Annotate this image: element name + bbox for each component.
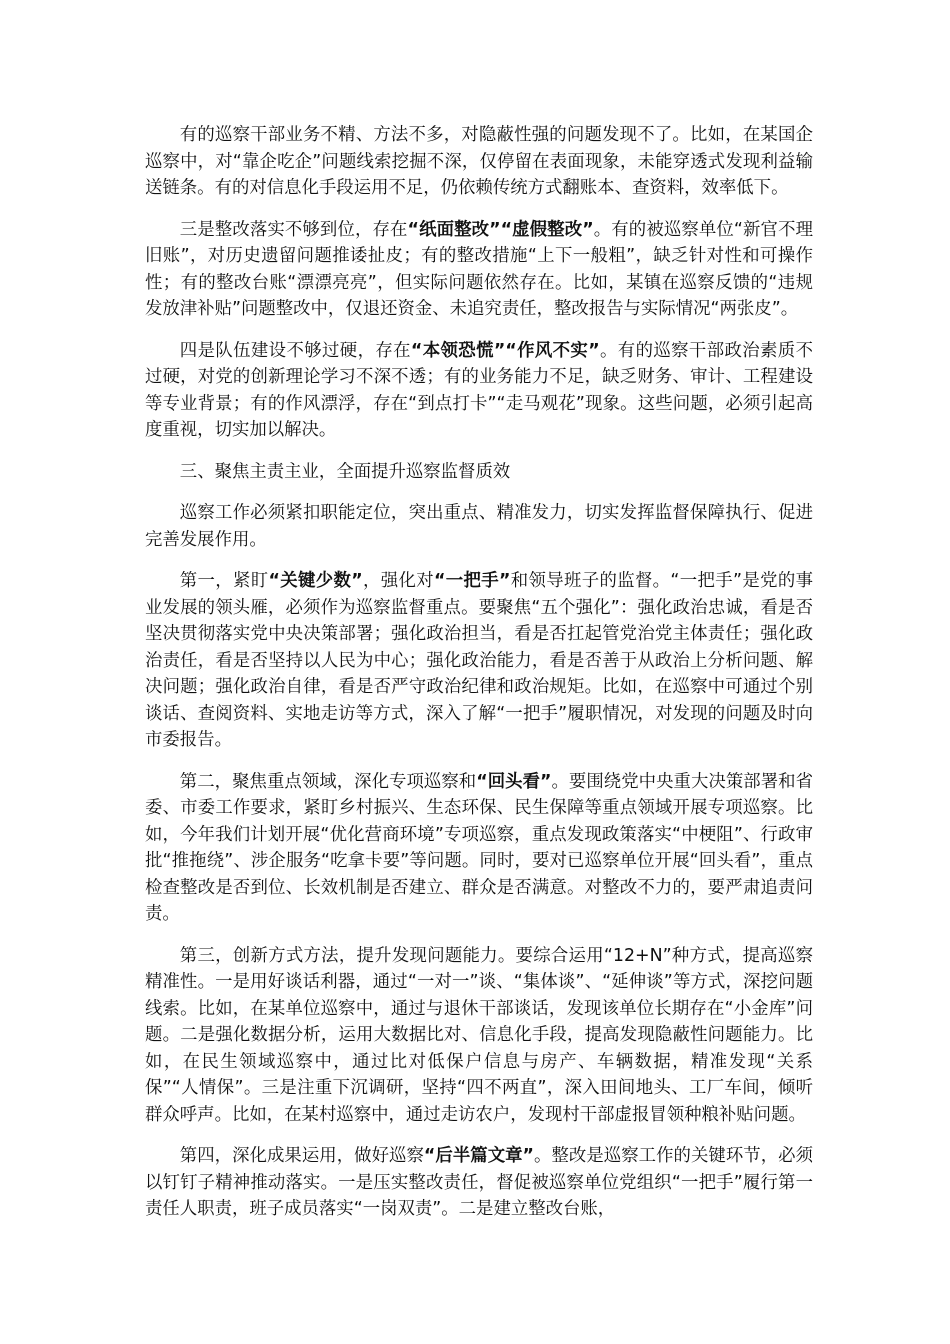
paragraph-6-text-a: 第二，聚焦重点领域，深化专项巡察和 (179, 771, 477, 792)
paragraph-5-bold-d: “一把手” (433, 571, 511, 591)
paragraph-8-text-c: 。整改是巡察工作的关键环节，必须以钉钉子精神推动落实。一是压实整改责任，督促被巡察单位党组织“一把手”履行第一责任人职责，班子成员落实“一岗双责”。二是建立整改台账， (145, 1146, 813, 1219)
paragraph-6-text-c: 。要围绕党中央重大决策部署和省委、市委工作要求，紧盯乡村振兴、生态环保、民生保障等重点领域开展专项巡察。比如，今年我们计划开展“优化营商环境”专项巡察，重点发现政策落实“中梗阻”、行政审批“推拖绕”、涉企服务“吃拿卡要”等问题。同时，要对已巡察单位开展“回头看”，重点检查整改是否到位、长效机制是否建立、群众是否满意。对整改不力的，要严肃追责问责。 (145, 771, 813, 924)
paragraph-1 (145, 122, 813, 202)
paragraph-2-text-a: 三是整改落实不够到位，存在 (179, 219, 408, 240)
paragraph-1-text: 有的巡察干部业务不精、方法不多，对隐蔽性强的问题发现不了。比如，在某国企巡察中，对“靠企吃企”问题线索挖掘不深，仅停留在表面现象，未能穿透式发现利益输送链条。有的对信息化手段运用不足，仍依赖传统方式翻账本、查资料，效率低下。 (145, 125, 813, 198)
paragraph-5-text-c: ，强化对 (362, 571, 434, 591)
paragraph-8-bold: “后半篇文章” (423, 1146, 534, 1166)
paragraph-3-bold: “本领恐慌”“作风不实” (410, 340, 600, 361)
paragraph-8 (145, 1143, 813, 1223)
paragraph-6-bold: “回头看” (476, 771, 552, 792)
paragraph-3-text-a: 四是队伍建设不够过硬，存在 (179, 340, 411, 361)
document-body (145, 122, 813, 1238)
paragraph-2-bold: “纸面整改”“虚假整改” (407, 219, 594, 240)
paragraph-4 (145, 500, 813, 553)
paragraph-7-text: 第三，创新方式方法，提升发现问题能力。要综合运用“12+N”种方式，提高巡察精准性。一是用好谈话利器，通过“一对一”谈、“集体谈”、“延伸谈”等方式，深挖问题线索。比如，在某单位巡察中，通过与退休干部谈话，发现该单位长期存在“小金库”问题。二是强化数据分析，运用大数据比对、信息化手段，提高发现隐蔽性问题能力。比如，在民生领域巡察中，通过比对低保户信息与房产、车辆数据，精准发现“关系保”“人情保”。三是注重下沉调研，坚持“四不两直”，深入田间地头、工厂车间，倾听群众呼声。比如，在某村巡察中，通过走访农户，发现村干部虚报冒领种粮补贴问题。 (145, 945, 813, 1125)
paragraph-3-text-c: 。有的巡察干部政治素质不过硬，对党的创新理论学习不深不透；有的业务能力不足，缺乏财务、审计、工程建设等专业背景；有的作风漂浮，存在“到点打卡”“走马观花”现象。这些问题，必须引起高度重视，切实加以解决。 (145, 340, 813, 440)
paragraph-5-text-e: 和领导班子的监督。“一把手”是党的事业发展的领头雁，必须作为巡察监督重点。要聚焦“五个强化”：强化政治忠诚，看是否坚决贯彻落实党中央决策部署；强化政治担当，看是否扛起管党治党主体责任；强化政治责任，看是否坚持以人民为中心；强化政治能力，看是否善于从政治上分析问题、解决问题；强化政治自律，看是否严守政治纪律和政治规矩。比如，在巡察中可通过个别谈话、查阅资料、实地走访等方式，深入了解“一把手”履职情况，对发现的问题及时向市委报告。 (145, 571, 813, 750)
paragraph-5 (145, 568, 813, 754)
paragraph-3 (145, 338, 813, 444)
paragraph-2-text-c: 。有的被巡察单位“新官不理旧账”，对历史遗留问题推诿扯皮；有的整改措施“上下一般粗”，缺乏针对性和可操作性；有的整改台账“漂漂亮亮”，但实际问题依然存在。比如，某镇在巡察反馈的“违规发放津补贴”问题整改中，仅退还资金、未追究责任，整改报告与实际情况“两张皮”。 (145, 219, 813, 319)
paragraph-5-bold-b: “关键少数” (268, 571, 363, 591)
paragraph-4-text: 巡察工作必须紧扣职能定位，突出重点、精准发力，切实发挥监督保障执行、促进完善发展作用。 (145, 503, 813, 550)
section-heading-3: 三、聚焦主责主业，全面提升巡察监督质效 (179, 461, 511, 482)
paragraph-8-text-a: 第四，深化成果运用，做好巡察 (179, 1146, 424, 1166)
paragraph-7 (145, 943, 813, 1129)
paragraph-6 (145, 769, 813, 928)
paragraph-5-text-a: 第一，紧盯 (179, 571, 269, 591)
paragraph-2 (145, 217, 813, 323)
